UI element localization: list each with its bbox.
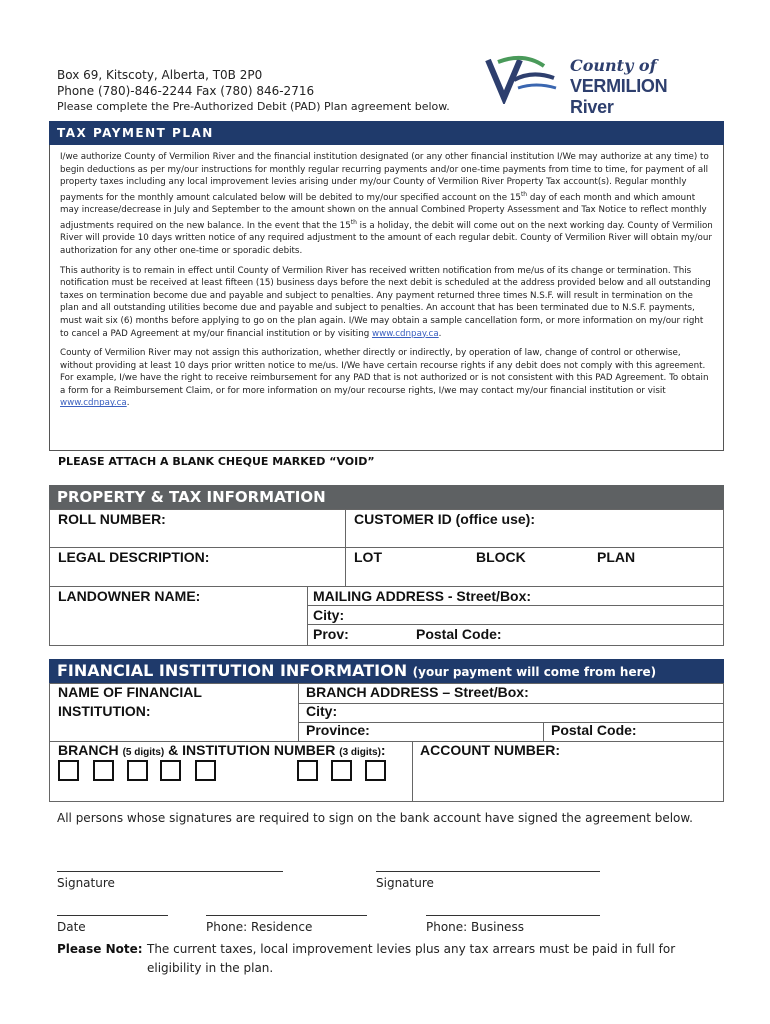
fi-name-label-1: NAME OF FINANCIAL: [58, 684, 202, 700]
fi-postal-code-field[interactable]: Postal Code:: [551, 722, 637, 738]
signature-label-1: Signature: [57, 876, 115, 890]
branch-institution-label: BRANCH (5 digits) & INSTITUTION NUMBER (3 digits):: [58, 742, 386, 758]
please-note-text-1: The current taxes, local improvement levies plus any tax arrears must be paid in full for: [147, 942, 676, 956]
fi-city-field[interactable]: City:: [306, 703, 338, 719]
cdnpay-link-2[interactable]: www.cdnpay.ca: [60, 398, 127, 409]
please-note-label: Please Note:: [57, 942, 143, 956]
roll-number-field[interactable]: ROLL NUMBER:: [58, 511, 166, 527]
tax-plan-header: TAX PAYMENT PLAN: [49, 121, 724, 145]
signature-statement: All persons whose signatures are required to sign on the bank account have signed the agreement below.: [57, 811, 693, 825]
lot-field[interactable]: LOT: [354, 549, 382, 565]
fi-name-field[interactable]: INSTITUTION:: [58, 703, 151, 719]
branch-digit-box-3[interactable]: [127, 760, 148, 781]
plan-field[interactable]: PLAN: [597, 549, 636, 565]
phone-business-label: Phone: Business: [426, 920, 524, 934]
branch-digit-box-5[interactable]: [195, 760, 216, 781]
cdnpay-link-1[interactable]: www.cdnpay.ca: [371, 328, 439, 339]
fi-province-field[interactable]: Province:: [306, 722, 370, 738]
county-phone: Phone (780)-846-2244 Fax (780) 846-2716: [57, 84, 315, 98]
branch-digit-box-4[interactable]: [160, 760, 181, 781]
county-address: Box 69, Kitscoty, Alberta, T0B 2P0: [57, 68, 263, 82]
signature-line-1[interactable]: [57, 871, 283, 872]
authorization-paragraph-1: I/we authorize County of Vermilion River and the financial institution designated (or any other financial institution I/We may authorize at any time) to begin deductions as per my/our instructions for monthly regular recurring payments and/or one-time payments from time to time, for payment of all property taxes including any local improvement levies arising under my/our County of Vermilion River Property Tax account(s). Regular monthly payments for the monthly amount calculated below will be debited to my/our specified account on the 15th day of each month and which amount may increase/decrease in July and September to the amount shown on the annual Combined Property Assessment and Tax Notice to reflect monthly adjustments required on the new balance. In the event that the 15th is a holiday, the debit will come out on the next working day. County of Vermilion River will provide 10 days written notice of any required adjustment to the amount of each regular debit. County of Vermilion River will obtain my/our authorization for any other one-time or sporadic debits.: [60, 152, 713, 256]
property-section-header: PROPERTY & TAX INFORMATION: [49, 485, 724, 509]
legal-description-field[interactable]: LEGAL DESCRIPTION:: [58, 549, 210, 565]
mailing-address-field[interactable]: MAILING ADDRESS - Street/Box:: [313, 588, 532, 604]
date-line[interactable]: [57, 915, 168, 916]
phone-residence-label: Phone: Residence: [206, 920, 313, 934]
phone-residence-line[interactable]: [206, 915, 367, 916]
logo-text-county: County of: [570, 56, 657, 75]
county-logo-icon: [484, 52, 564, 104]
authorization-text-box: [49, 145, 724, 451]
account-number-field[interactable]: ACCOUNT NUMBER:: [420, 742, 560, 758]
please-note-text-2: eligibility in the plan.: [147, 961, 274, 975]
institution-digit-box-2[interactable]: [331, 760, 352, 781]
branch-address-field[interactable]: BRANCH ADDRESS – Street/Box:: [306, 684, 529, 700]
property-city-field[interactable]: City:: [313, 607, 345, 623]
institution-digit-box-1[interactable]: [297, 760, 318, 781]
financial-section-header: [49, 659, 724, 683]
county-logo: [484, 52, 714, 117]
logo-text-vermilion: VERMILION River: [570, 76, 668, 117]
financial-section-title: FINANCIAL INSTITUTION INFORMATION: [57, 661, 408, 680]
phone-business-line[interactable]: [426, 915, 600, 916]
void-cheque-note: PLEASE ATTACH A BLANK CHEQUE MARKED “VOID”: [58, 455, 375, 468]
form-instruction: Please complete the Pre-Authorized Debit (PAD) Plan agreement below.: [57, 100, 450, 113]
authorization-paragraph-3: County of Vermilion River may not assign this authorization, whether directly or indirectly, by operation of law, change of control or otherwise, without providing at least 10 days prior written notice to me/us. I/We have certain recourse rights if any debit does not comply with this agreement. For example, I/we have the right to receive reimbursement for any PAD that is not authorized or is not consistent with this PAD Agreement. To obtain a form for a Reimbursement Claim, or for more information on my/our recourse rights, I/we may contact my/our financial institution or visit www.cdnpay.ca.: [60, 348, 709, 409]
property-grid: [49, 509, 724, 646]
signature-line-2[interactable]: [376, 871, 600, 872]
signature-label-2: Signature: [376, 876, 434, 890]
property-postal-code-field[interactable]: Postal Code:: [416, 626, 502, 642]
block-field[interactable]: BLOCK: [476, 549, 526, 565]
branch-digit-box-2[interactable]: [93, 760, 114, 781]
property-prov-field[interactable]: Prov:: [313, 626, 349, 642]
landowner-name-field[interactable]: LANDOWNER NAME:: [58, 588, 201, 604]
branch-digit-box-1[interactable]: [58, 760, 79, 781]
financial-section-subtitle: (your payment will come from here): [412, 665, 657, 679]
institution-digit-box-3[interactable]: [365, 760, 386, 781]
authorization-paragraph-2: This authority is to remain in effect until County of Vermilion River has received written notification from me/us of its change or termination. This notification must be received at least fifteen (15) business days before the next debit is scheduled at the address provided below and all outstanding taxes on termination become due and payable and subject to penalties. Any payment returned three times N.S.F. will result in termination on the plan and all outstanding utilities become due and payable and subject to penalties. An account that has been terminated due to N.S.F. payments, must wait six (6) months before applying to go on the plan again. I/We may obtain a sample cancellation form, or more information on my/our right to cancel a PAD Agreement at my/our financial institution or by visiting www.cdnpay.ca.: [60, 265, 711, 339]
customer-id-field: CUSTOMER ID (office use):: [354, 511, 535, 527]
date-label: Date: [57, 920, 86, 934]
